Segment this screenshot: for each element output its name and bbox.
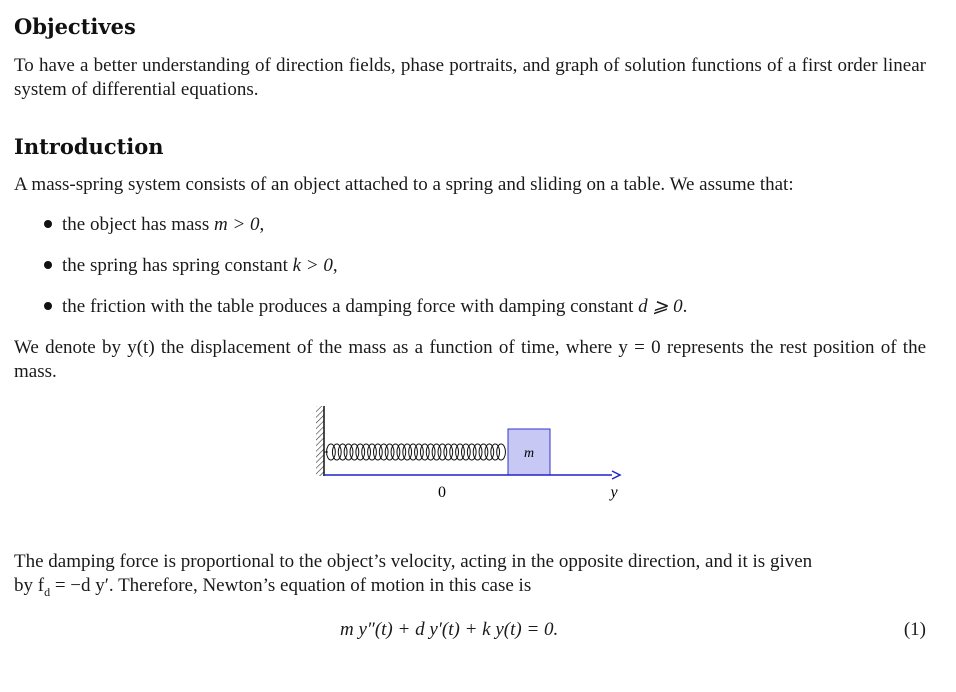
assumption-friction: the friction with the table produces a damping force with damping constant d ⩾ 0. [44,295,687,319]
bullet-icon [44,261,52,269]
equation-of-motion: m y″(t) + d y′(t) + k y(t) = 0. [340,619,559,640]
introduction-text: A mass-spring system consists of an object attached to a spring and sliding on a table. We assume that: [14,174,794,195]
objectives-text: To have a better understanding of direction fields, phase portraits, and graph of solution functions of a first order linear system of differential equations. [14,55,926,100]
equation-number: (1) [903,619,926,640]
spring [324,444,505,460]
spring-coil [497,444,506,460]
bullet-icon [44,302,52,310]
bullet-icon [44,220,52,228]
mass-label: m [523,446,535,461]
assumption-mass: the object has mass m > 0, [44,213,264,237]
objectives-heading: Objectives [14,14,136,39]
wall-hatching [316,406,324,476]
axis-arrow-icon [612,471,620,479]
assumption-spring: the spring has spring constant k > 0, [44,254,338,278]
displacement-text: We denote by y(t) the displacement of the mass as a function of time, where y = 0 represents the rest position of the mass. [14,337,926,382]
axis-label: y [610,484,618,501]
introduction-heading: Introduction [14,134,164,159]
damping-text: The damping force is proportional to the object’s velocity, acting in the opposite direction, and it is given by $f_d = -d$ y′. Therefore, Newton’s equation of motion in this case is [14,551,813,599]
mass-spring-diagram [312,404,632,504]
origin-label: 0 [438,484,446,501]
